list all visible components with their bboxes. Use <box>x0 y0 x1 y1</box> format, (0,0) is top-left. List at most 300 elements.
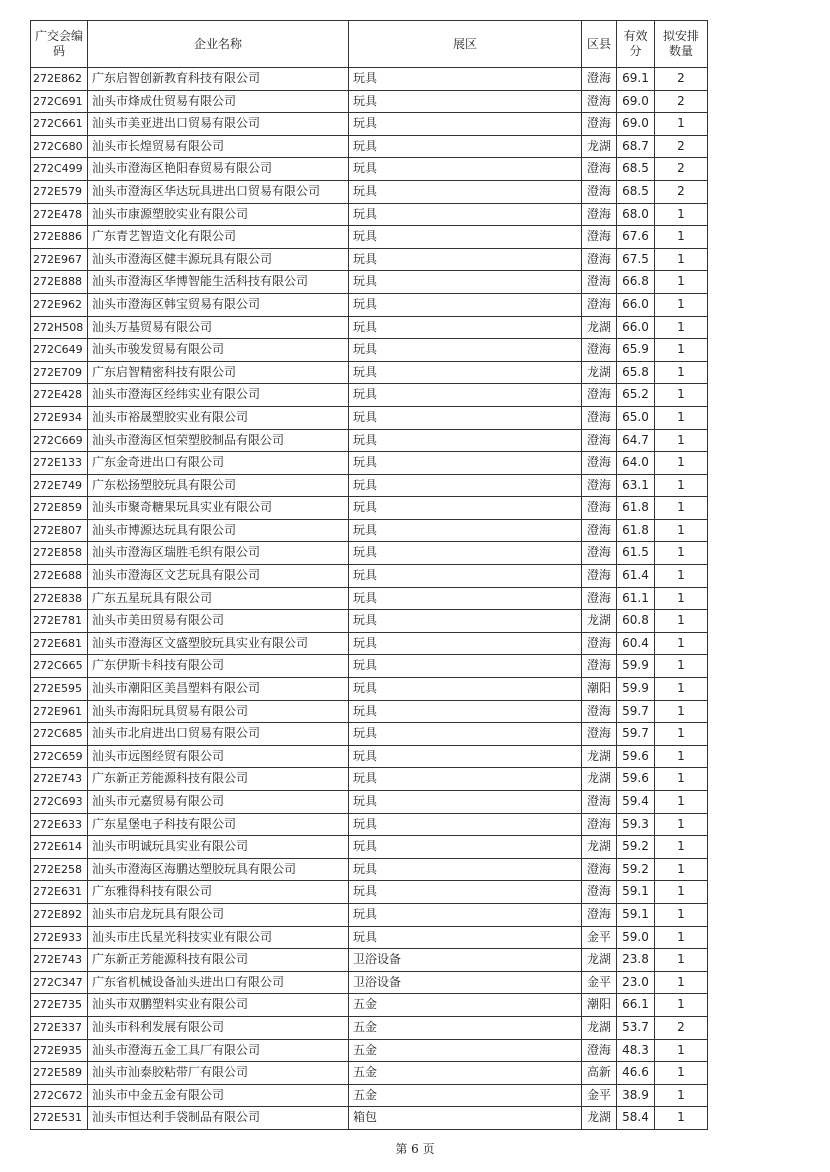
cell-code: 272E859 <box>31 497 88 520</box>
cell-score: 38.9 <box>617 1084 655 1107</box>
cell-zone: 玩具 <box>349 90 582 113</box>
cell-code: 272E681 <box>31 632 88 655</box>
cell-score: 65.8 <box>617 361 655 384</box>
cell-name: 汕头市双鹏塑料实业有限公司 <box>88 994 349 1017</box>
cell-name: 汕头市澄海五金工具厂有限公司 <box>88 1039 349 1062</box>
cell-score: 65.9 <box>617 339 655 362</box>
cell-name: 汕头市聚奇糖果玩具实业有限公司 <box>88 497 349 520</box>
table-row <box>31 587 708 610</box>
cell-code: 272E962 <box>31 293 88 316</box>
table-row <box>31 791 708 814</box>
cell-score: 66.8 <box>617 271 655 294</box>
cell-score: 23.8 <box>617 949 655 972</box>
cell-quantity: 1 <box>655 1084 708 1107</box>
cell-name: 汕头市澄海区经纬实业有限公司 <box>88 384 349 407</box>
cell-score: 66.0 <box>617 316 655 339</box>
cell-district: 澄海 <box>582 791 617 814</box>
cell-name: 广东启智创新教育科技有限公司 <box>88 68 349 91</box>
cell-code: 272E133 <box>31 452 88 475</box>
table-row <box>31 700 708 723</box>
cell-district: 澄海 <box>582 474 617 497</box>
cell-code: 272E862 <box>31 68 88 91</box>
cell-name: 汕头市烽成仕贸易有限公司 <box>88 90 349 113</box>
cell-score: 59.6 <box>617 768 655 791</box>
cell-zone: 玩具 <box>349 113 582 136</box>
table-row <box>31 271 708 294</box>
cell-code: 272E934 <box>31 406 88 429</box>
cell-code: 272H508 <box>31 316 88 339</box>
cell-score: 68.5 <box>617 180 655 203</box>
cell-score: 59.6 <box>617 745 655 768</box>
cell-zone: 玩具 <box>349 723 582 746</box>
cell-score: 53.7 <box>617 1016 655 1039</box>
cell-quantity: 1 <box>655 316 708 339</box>
cell-quantity: 1 <box>655 926 708 949</box>
header-quantity: 拟安排数量 <box>655 21 708 68</box>
cell-quantity: 1 <box>655 610 708 633</box>
cell-score: 68.7 <box>617 135 655 158</box>
table-row <box>31 226 708 249</box>
cell-code: 272E749 <box>31 474 88 497</box>
cell-name: 汕头市澄海区华博智能生活科技有限公司 <box>88 271 349 294</box>
header-zone: 展区 <box>349 21 582 68</box>
cell-name: 汕头市潮阳区美昌塑料有限公司 <box>88 678 349 701</box>
cell-name: 汕头市明诚玩具实业有限公司 <box>88 836 349 859</box>
cell-name: 汕头市澄海区瑞胜毛织有限公司 <box>88 542 349 565</box>
cell-score: 59.9 <box>617 678 655 701</box>
cell-zone: 箱包 <box>349 1107 582 1130</box>
table-row <box>31 339 708 362</box>
table-row <box>31 293 708 316</box>
cell-zone: 玩具 <box>349 158 582 181</box>
cell-code: 272C661 <box>31 113 88 136</box>
cell-score: 68.0 <box>617 203 655 226</box>
cell-score: 69.0 <box>617 90 655 113</box>
table-row <box>31 881 708 904</box>
cell-district: 高新 <box>582 1062 617 1085</box>
cell-score: 59.2 <box>617 836 655 859</box>
cell-score: 64.0 <box>617 452 655 475</box>
cell-zone: 玩具 <box>349 452 582 475</box>
cell-code: 272E743 <box>31 768 88 791</box>
cell-score: 46.6 <box>617 1062 655 1085</box>
cell-name: 汕头市澄海区文艺玩具有限公司 <box>88 565 349 588</box>
cell-district: 金平 <box>582 1084 617 1107</box>
cell-district: 澄海 <box>582 587 617 610</box>
cell-zone: 玩具 <box>349 497 582 520</box>
cell-quantity: 1 <box>655 971 708 994</box>
table-row <box>31 949 708 972</box>
cell-name: 广东星堡电子科技有限公司 <box>88 813 349 836</box>
enterprise-table <box>30 20 708 1130</box>
cell-quantity: 2 <box>655 135 708 158</box>
table-row <box>31 361 708 384</box>
cell-score: 63.1 <box>617 474 655 497</box>
cell-quantity: 1 <box>655 768 708 791</box>
table-row <box>31 203 708 226</box>
cell-name: 广东新正芳能源科技有限公司 <box>88 768 349 791</box>
cell-score: 59.9 <box>617 655 655 678</box>
cell-zone: 卫浴设备 <box>349 949 582 972</box>
table-row <box>31 1107 708 1130</box>
cell-name: 汕头市澄海区韩宝贸易有限公司 <box>88 293 349 316</box>
table-row <box>31 180 708 203</box>
cell-code: 272E688 <box>31 565 88 588</box>
cell-quantity: 1 <box>655 474 708 497</box>
cell-code: 272C659 <box>31 745 88 768</box>
cell-score: 61.5 <box>617 542 655 565</box>
cell-quantity: 1 <box>655 519 708 542</box>
cell-district: 潮阳 <box>582 994 617 1017</box>
cell-score: 67.6 <box>617 226 655 249</box>
cell-code: 272C680 <box>31 135 88 158</box>
table-row <box>31 1062 708 1085</box>
cell-score: 64.7 <box>617 429 655 452</box>
cell-quantity: 1 <box>655 813 708 836</box>
table-row <box>31 158 708 181</box>
table-row <box>31 813 708 836</box>
table-row <box>31 610 708 633</box>
cell-zone: 玩具 <box>349 745 582 768</box>
cell-score: 61.8 <box>617 497 655 520</box>
cell-quantity: 1 <box>655 293 708 316</box>
cell-quantity: 2 <box>655 1016 708 1039</box>
table-row <box>31 632 708 655</box>
cell-score: 69.1 <box>617 68 655 91</box>
cell-name: 汕头市博源达玩具有限公司 <box>88 519 349 542</box>
cell-district: 澄海 <box>582 881 617 904</box>
cell-district: 澄海 <box>582 203 617 226</box>
table-row <box>31 836 708 859</box>
cell-name: 汕头市中金五金有限公司 <box>88 1084 349 1107</box>
cell-quantity: 2 <box>655 90 708 113</box>
cell-score: 59.1 <box>617 881 655 904</box>
cell-quantity: 1 <box>655 203 708 226</box>
cell-quantity: 1 <box>655 1107 708 1130</box>
cell-district: 澄海 <box>582 68 617 91</box>
cell-name: 广东青艺智造文化有限公司 <box>88 226 349 249</box>
cell-score: 61.8 <box>617 519 655 542</box>
cell-district: 澄海 <box>582 293 617 316</box>
cell-name: 汕头市澄海区华达玩具进出口贸易有限公司 <box>88 180 349 203</box>
cell-district: 澄海 <box>582 271 617 294</box>
cell-zone: 玩具 <box>349 293 582 316</box>
cell-code: 272E781 <box>31 610 88 633</box>
cell-zone: 玩具 <box>349 813 582 836</box>
cell-quantity: 1 <box>655 542 708 565</box>
cell-code: 272C685 <box>31 723 88 746</box>
cell-name: 汕头市启龙玩具有限公司 <box>88 903 349 926</box>
cell-district: 澄海 <box>582 158 617 181</box>
cell-zone: 玩具 <box>349 406 582 429</box>
cell-district: 龙湖 <box>582 135 617 158</box>
cell-score: 61.4 <box>617 565 655 588</box>
cell-quantity: 1 <box>655 700 708 723</box>
cell-name: 汕头市长煌贸易有限公司 <box>88 135 349 158</box>
cell-code: 272E709 <box>31 361 88 384</box>
cell-zone: 玩具 <box>349 271 582 294</box>
cell-district: 澄海 <box>582 565 617 588</box>
header-district: 区县 <box>582 21 617 68</box>
page-number: 第 6 页 <box>395 1142 435 1156</box>
cell-quantity: 1 <box>655 994 708 1017</box>
cell-district: 澄海 <box>582 248 617 271</box>
cell-code: 272C499 <box>31 158 88 181</box>
cell-score: 67.5 <box>617 248 655 271</box>
cell-zone: 玩具 <box>349 429 582 452</box>
cell-district: 澄海 <box>582 519 617 542</box>
table-row <box>31 384 708 407</box>
table-row <box>31 68 708 91</box>
cell-zone: 玩具 <box>349 135 582 158</box>
cell-name: 汕头市美田贸易有限公司 <box>88 610 349 633</box>
cell-quantity: 1 <box>655 248 708 271</box>
table-row <box>31 1039 708 1062</box>
cell-name: 汕头市澄海区健丰源玩具有限公司 <box>88 248 349 271</box>
cell-score: 60.4 <box>617 632 655 655</box>
cell-quantity: 2 <box>655 158 708 181</box>
cell-name: 汕头市庄氏星光科技实业有限公司 <box>88 926 349 949</box>
cell-district: 澄海 <box>582 497 617 520</box>
cell-quantity: 1 <box>655 745 708 768</box>
cell-score: 59.3 <box>617 813 655 836</box>
cell-quantity: 1 <box>655 361 708 384</box>
table-row <box>31 452 708 475</box>
cell-name: 汕头市北肩进出口贸易有限公司 <box>88 723 349 746</box>
cell-score: 59.0 <box>617 926 655 949</box>
cell-zone: 玩具 <box>349 926 582 949</box>
cell-zone: 卫浴设备 <box>349 971 582 994</box>
cell-code: 272E478 <box>31 203 88 226</box>
cell-quantity: 1 <box>655 903 708 926</box>
cell-zone: 玩具 <box>349 339 582 362</box>
cell-zone: 玩具 <box>349 768 582 791</box>
cell-district: 澄海 <box>582 1039 617 1062</box>
header-name: 企业名称 <box>88 21 349 68</box>
cell-name: 汕头市元嘉贸易有限公司 <box>88 791 349 814</box>
cell-score: 59.7 <box>617 723 655 746</box>
cell-district: 龙湖 <box>582 768 617 791</box>
cell-code: 272E337 <box>31 1016 88 1039</box>
cell-zone: 五金 <box>349 1084 582 1107</box>
cell-code: 272C669 <box>31 429 88 452</box>
table-row <box>31 1084 708 1107</box>
cell-district: 澄海 <box>582 723 617 746</box>
cell-code: 272E961 <box>31 700 88 723</box>
cell-name: 汕头市澄海区艳阳春贸易有限公司 <box>88 158 349 181</box>
cell-district: 澄海 <box>582 452 617 475</box>
cell-code: 272E595 <box>31 678 88 701</box>
cell-district: 澄海 <box>582 632 617 655</box>
header-score: 有效分 <box>617 21 655 68</box>
cell-zone: 玩具 <box>349 542 582 565</box>
table-row <box>31 406 708 429</box>
cell-code: 272E258 <box>31 858 88 881</box>
cell-score: 66.1 <box>617 994 655 1017</box>
cell-district: 澄海 <box>582 429 617 452</box>
table-row <box>31 768 708 791</box>
cell-district: 龙湖 <box>582 1107 617 1130</box>
cell-name: 广东五星玩具有限公司 <box>88 587 349 610</box>
cell-district: 澄海 <box>582 858 617 881</box>
cell-zone: 五金 <box>349 994 582 1017</box>
cell-name: 汕头市美亚进出口贸易有限公司 <box>88 113 349 136</box>
cell-zone: 玩具 <box>349 565 582 588</box>
cell-quantity: 1 <box>655 587 708 610</box>
table-row <box>31 474 708 497</box>
cell-code: 272C693 <box>31 791 88 814</box>
cell-zone: 玩具 <box>349 519 582 542</box>
cell-name: 广东新正芳能源科技有限公司 <box>88 949 349 972</box>
cell-score: 59.7 <box>617 700 655 723</box>
cell-name: 汕头市裕晟塑胶实业有限公司 <box>88 406 349 429</box>
cell-district: 澄海 <box>582 113 617 136</box>
cell-district: 澄海 <box>582 700 617 723</box>
cell-name: 广东金奇进出口有限公司 <box>88 452 349 475</box>
cell-code: 272E888 <box>31 271 88 294</box>
cell-district: 金平 <box>582 971 617 994</box>
cell-score: 60.8 <box>617 610 655 633</box>
table-row <box>31 90 708 113</box>
cell-district: 澄海 <box>582 384 617 407</box>
cell-quantity: 1 <box>655 384 708 407</box>
table-row <box>31 113 708 136</box>
cell-quantity: 1 <box>655 113 708 136</box>
cell-code: 272E614 <box>31 836 88 859</box>
table-row <box>31 745 708 768</box>
cell-quantity: 1 <box>655 836 708 859</box>
cell-code: 272E735 <box>31 994 88 1017</box>
table-row <box>31 135 708 158</box>
cell-name: 汕头万基贸易有限公司 <box>88 316 349 339</box>
cell-quantity: 1 <box>655 565 708 588</box>
cell-zone: 玩具 <box>349 632 582 655</box>
cell-name: 汕头市远图经贸有限公司 <box>88 745 349 768</box>
cell-quantity: 1 <box>655 678 708 701</box>
cell-zone: 五金 <box>349 1039 582 1062</box>
cell-quantity: 1 <box>655 406 708 429</box>
cell-quantity: 1 <box>655 858 708 881</box>
cell-district: 龙湖 <box>582 836 617 859</box>
cell-zone: 玩具 <box>349 180 582 203</box>
table-row <box>31 316 708 339</box>
cell-code: 272C347 <box>31 971 88 994</box>
cell-quantity: 2 <box>655 68 708 91</box>
cell-district: 澄海 <box>582 226 617 249</box>
cell-district: 澄海 <box>582 406 617 429</box>
cell-district: 龙湖 <box>582 316 617 339</box>
cell-name: 汕头市海阳玩具贸易有限公司 <box>88 700 349 723</box>
cell-district: 龙湖 <box>582 949 617 972</box>
cell-zone: 玩具 <box>349 203 582 226</box>
cell-code: 272E743 <box>31 949 88 972</box>
cell-code: 272E428 <box>31 384 88 407</box>
cell-quantity: 1 <box>655 881 708 904</box>
cell-name: 汕头市澄海区恒荣塑胶制品有限公司 <box>88 429 349 452</box>
cell-score: 65.0 <box>617 406 655 429</box>
cell-score: 69.0 <box>617 113 655 136</box>
cell-code: 272E589 <box>31 1062 88 1085</box>
cell-zone: 玩具 <box>349 610 582 633</box>
cell-score: 59.1 <box>617 903 655 926</box>
cell-zone: 玩具 <box>349 700 582 723</box>
cell-quantity: 1 <box>655 632 708 655</box>
cell-name: 汕头市康源塑胶实业有限公司 <box>88 203 349 226</box>
cell-district: 潮阳 <box>582 678 617 701</box>
cell-code: 272E858 <box>31 542 88 565</box>
table-body <box>31 68 708 1130</box>
cell-quantity: 2 <box>655 180 708 203</box>
cell-district: 龙湖 <box>582 745 617 768</box>
cell-name: 汕头市恒达利手袋制品有限公司 <box>88 1107 349 1130</box>
cell-code: 272E933 <box>31 926 88 949</box>
cell-district: 澄海 <box>582 655 617 678</box>
header-code: 广交会编码 <box>31 21 88 68</box>
cell-name: 广东雅得科技有限公司 <box>88 881 349 904</box>
cell-code: 272E838 <box>31 587 88 610</box>
cell-zone: 玩具 <box>349 678 582 701</box>
cell-quantity: 1 <box>655 226 708 249</box>
cell-zone: 玩具 <box>349 226 582 249</box>
table-row <box>31 248 708 271</box>
table-row <box>31 858 708 881</box>
cell-quantity: 1 <box>655 791 708 814</box>
cell-district: 澄海 <box>582 90 617 113</box>
cell-district: 澄海 <box>582 339 617 362</box>
cell-zone: 五金 <box>349 1062 582 1085</box>
cell-quantity: 1 <box>655 429 708 452</box>
cell-code: 272E579 <box>31 180 88 203</box>
table-row <box>31 542 708 565</box>
cell-district: 澄海 <box>582 813 617 836</box>
cell-name: 汕头市科利发展有限公司 <box>88 1016 349 1039</box>
cell-quantity: 1 <box>655 452 708 475</box>
cell-name: 广东伊斯卡科技有限公司 <box>88 655 349 678</box>
cell-zone: 玩具 <box>349 384 582 407</box>
cell-quantity: 1 <box>655 655 708 678</box>
cell-quantity: 1 <box>655 339 708 362</box>
cell-name: 广东省机械设备汕头进出口有限公司 <box>88 971 349 994</box>
table-row <box>31 678 708 701</box>
cell-score: 61.1 <box>617 587 655 610</box>
cell-score: 48.3 <box>617 1039 655 1062</box>
cell-code: 272C649 <box>31 339 88 362</box>
cell-quantity: 1 <box>655 1062 708 1085</box>
cell-zone: 玩具 <box>349 587 582 610</box>
cell-score: 59.4 <box>617 791 655 814</box>
cell-code: 272C665 <box>31 655 88 678</box>
cell-name: 汕头市汕泰胶粘带厂有限公司 <box>88 1062 349 1085</box>
cell-quantity: 1 <box>655 1039 708 1062</box>
cell-code: 272C672 <box>31 1084 88 1107</box>
cell-name: 汕头市骏发贸易有限公司 <box>88 339 349 362</box>
cell-score: 68.5 <box>617 158 655 181</box>
table-header-row <box>31 21 708 68</box>
cell-district: 龙湖 <box>582 610 617 633</box>
cell-name: 汕头市澄海区文盛塑胶玩具实业有限公司 <box>88 632 349 655</box>
cell-code: 272E631 <box>31 881 88 904</box>
table-row <box>31 994 708 1017</box>
cell-zone: 玩具 <box>349 474 582 497</box>
cell-zone: 玩具 <box>349 836 582 859</box>
cell-code: 272E967 <box>31 248 88 271</box>
cell-name: 汕头市澄海区海鹏达塑胶玩具有限公司 <box>88 858 349 881</box>
cell-score: 58.4 <box>617 1107 655 1130</box>
cell-quantity: 1 <box>655 723 708 746</box>
cell-quantity: 1 <box>655 271 708 294</box>
table-row <box>31 903 708 926</box>
cell-zone: 玩具 <box>349 361 582 384</box>
